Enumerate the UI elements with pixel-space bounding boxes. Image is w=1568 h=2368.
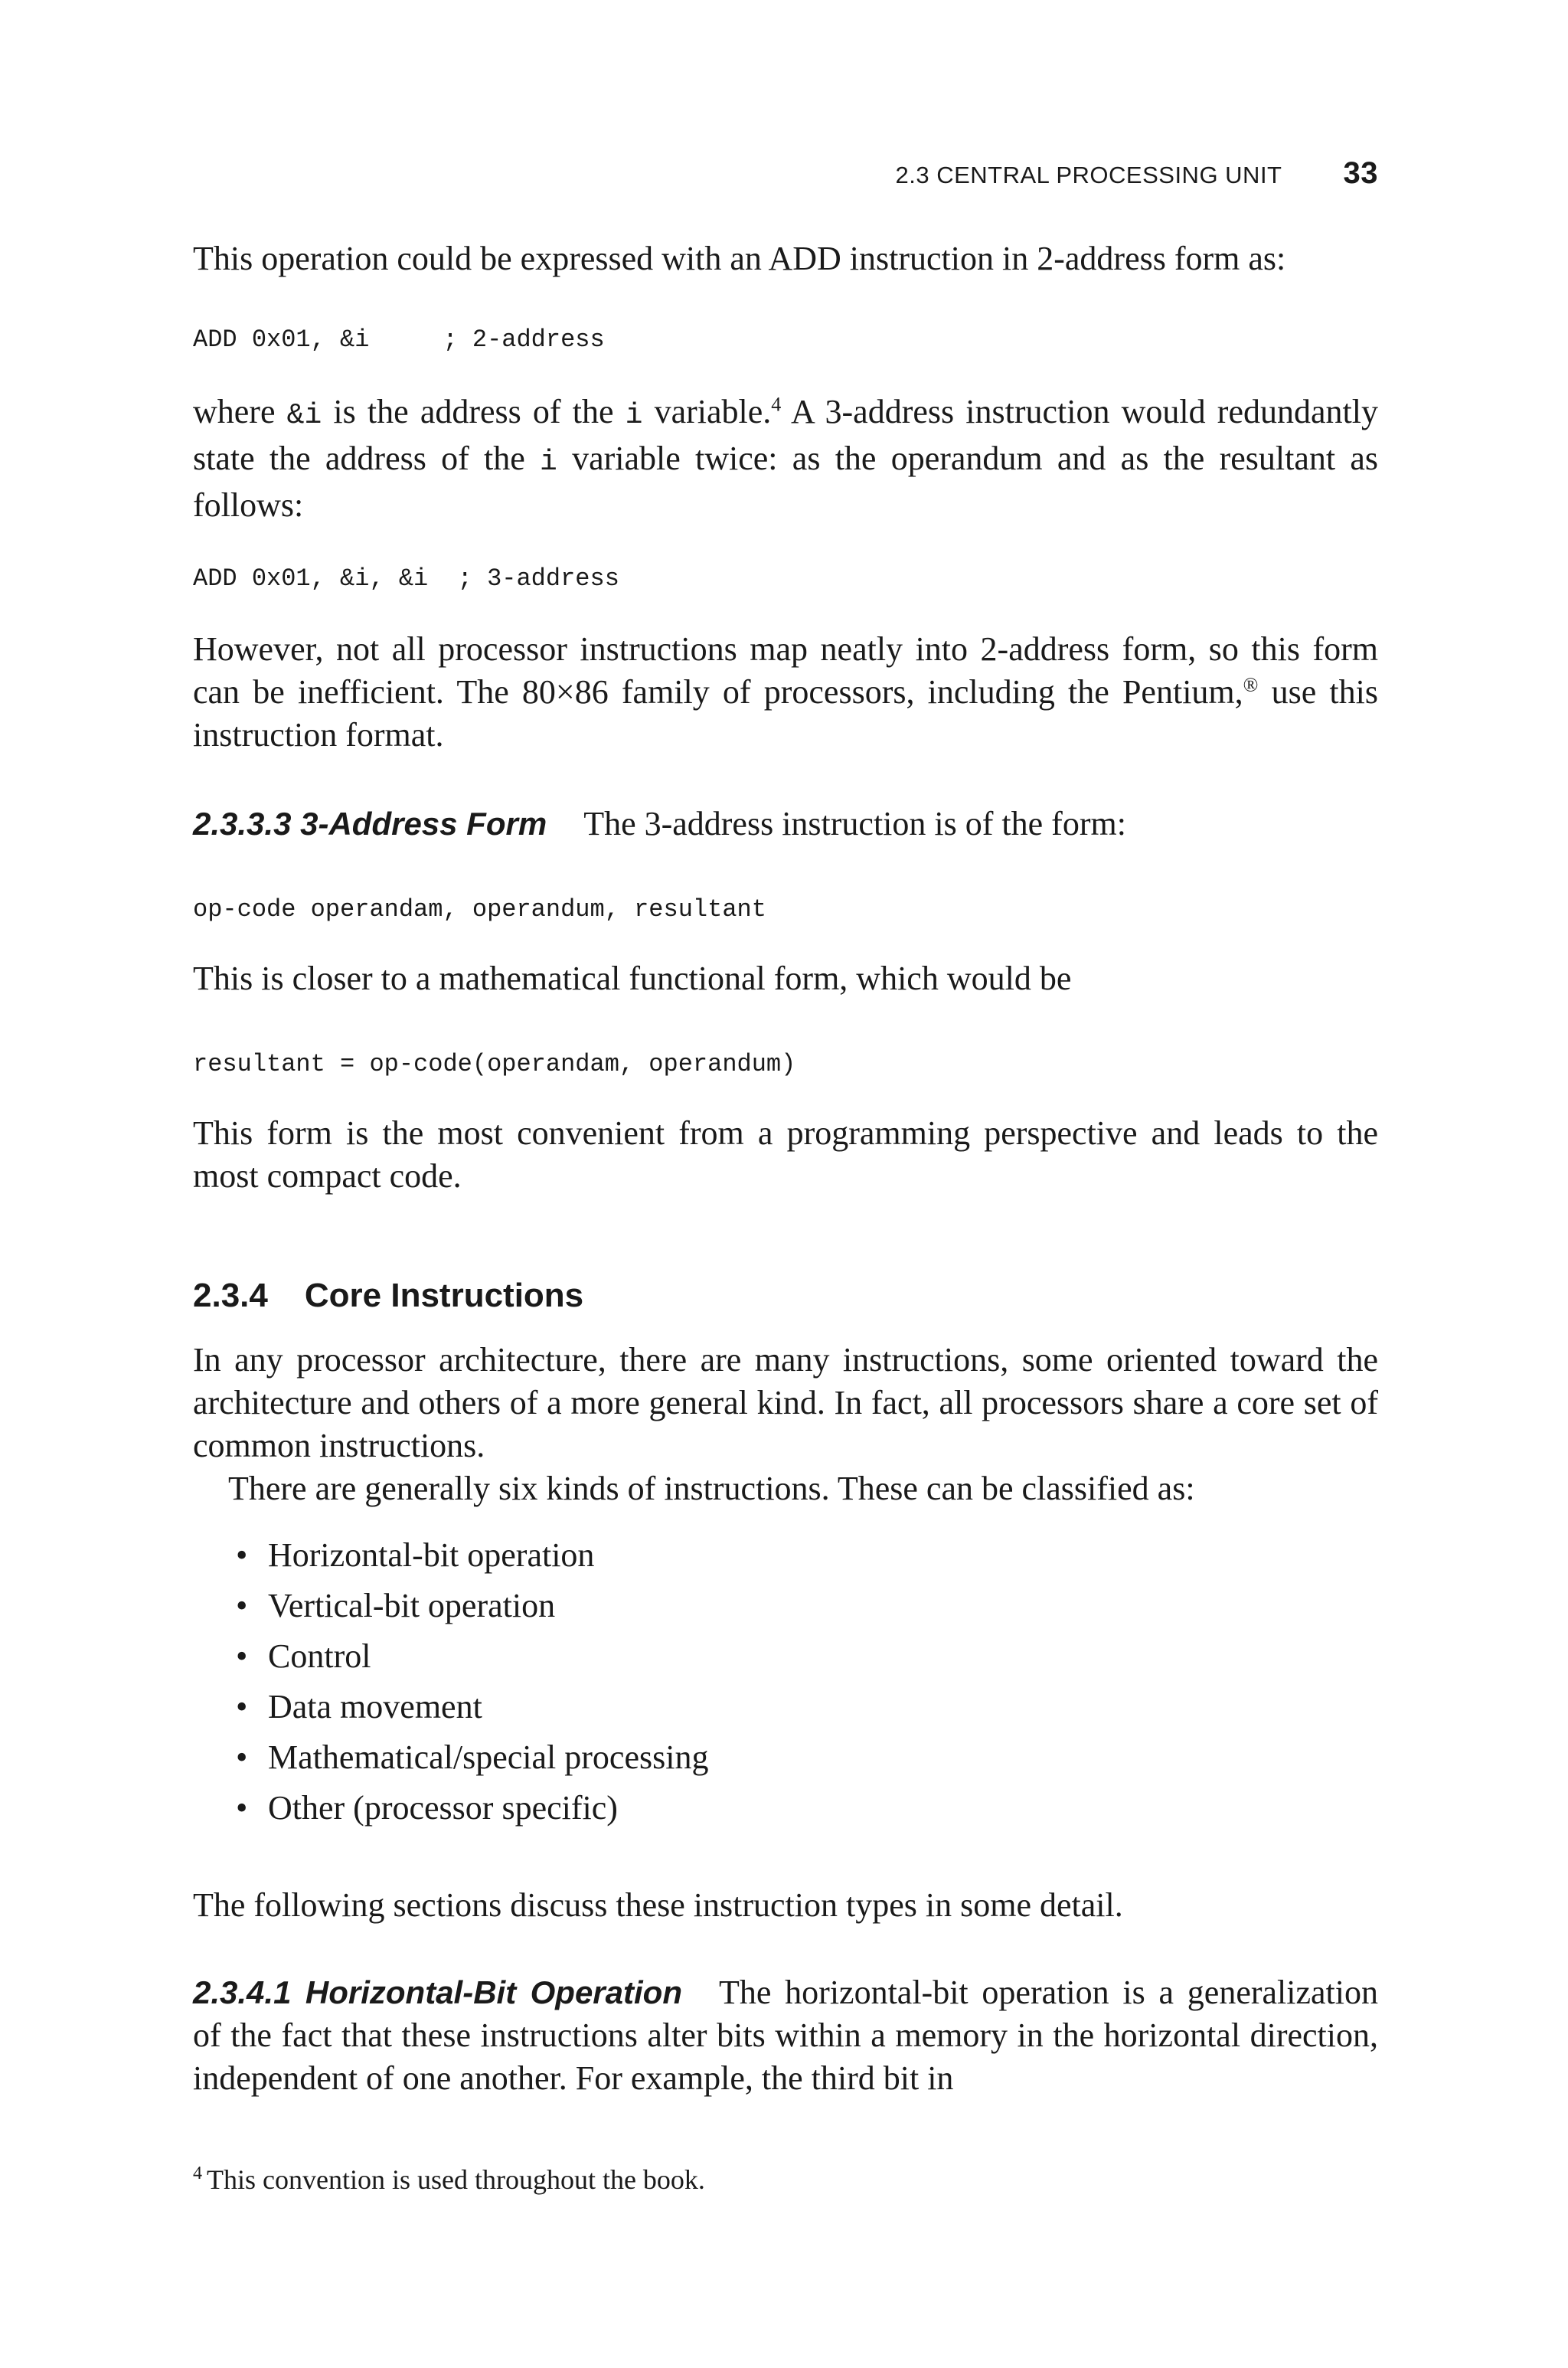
footnote-mark: 4	[193, 2164, 202, 2183]
paragraph-functional-form: This is closer to a mathematical functional form, which would be	[193, 960, 1072, 997]
inline-code: i	[625, 399, 643, 432]
subsection-horizontal-bit: 2.3.4.1 Horizontal-Bit Operation The horizontal-bit operation is a generalization of the fact that these instructions alter bits within a memory in the horizontal direction, independent of one another. For example, the third bit in	[193, 1974, 1378, 2097]
instruction-kinds-list	[193, 1530, 1378, 1833]
paragraph-following-sections: The following sections discuss these instruction types in some detail.	[193, 1886, 1123, 1924]
code-3-address-form: op-code operandam, operandum, resultant	[193, 895, 766, 924]
footnote-ref: 4	[771, 393, 782, 416]
subsection-heading: 2.3.4.1 Horizontal-Bit Operation	[193, 1974, 682, 2010]
paragraph-architecture: In any processor architecture, there are many instructions, some oriented toward the architecture and others of a more general kind. In fact, all processors share a core set of common instructions. There are generally six kinds of instructions. These can be classified as:	[193, 1341, 1378, 1507]
code-functional-form: resultant = op-code(operandam, operandum)	[193, 1050, 796, 1078]
inline-code: i	[540, 446, 557, 479]
paragraph-2-address-intro: This operation could be expressed with an ADD instruction in 2-address form as:	[193, 240, 1286, 277]
section-heading-core-instructions: 2.3.4 Core Instructions	[193, 1277, 584, 1314]
subsection-3-address-form: 2.3.3.3 3-Address Form The 3-address instruction is of the form:	[193, 805, 1126, 842]
paragraph-inefficiency: However, not all processor instructions map neatly into 2-address form, so this form can be inefficient. The 80×86 family of processors, including the Pentium,® use this instruction format.	[193, 630, 1378, 754]
list-item: • Vertical-bit operation	[193, 1581, 1378, 1631]
running-head-section: 2.3 CENTRAL PROCESSING UNIT	[895, 162, 1282, 188]
footnote: $^4$ This convention is used throughout the book.	[193, 2164, 705, 2195]
running-head	[895, 156, 1378, 191]
list-item: • Control	[193, 1631, 1378, 1682]
list-item: • Data movement	[193, 1682, 1378, 1732]
subsection-heading: 2.3.3.3 3-Address Form	[193, 806, 547, 842]
page-number: 33	[1343, 156, 1378, 190]
list-item: • Mathematical/special processing	[193, 1732, 1378, 1783]
list-item: • Horizontal-bit operation	[193, 1530, 1378, 1581]
registered-mark: ®	[1243, 673, 1259, 696]
paragraph-convenience: This form is the most convenient from a programming perspective and leads to the most compact code.	[193, 1114, 1378, 1195]
list-item: • Other (processor specific)	[193, 1783, 1378, 1833]
code-2-address-example: ADD 0x01, &i ; 2-address	[193, 325, 605, 354]
paragraph-3-address-redundancy: where &i is the address of the i variable.$^4$ A 3-address instruction would redundantly state the address of the i variable twice: as the operandum and as the resultant as follows:	[193, 393, 1378, 524]
code-3-address-example: ADD 0x01, &i, &i ; 3-address	[193, 564, 619, 593]
inline-code: &i	[286, 399, 322, 432]
